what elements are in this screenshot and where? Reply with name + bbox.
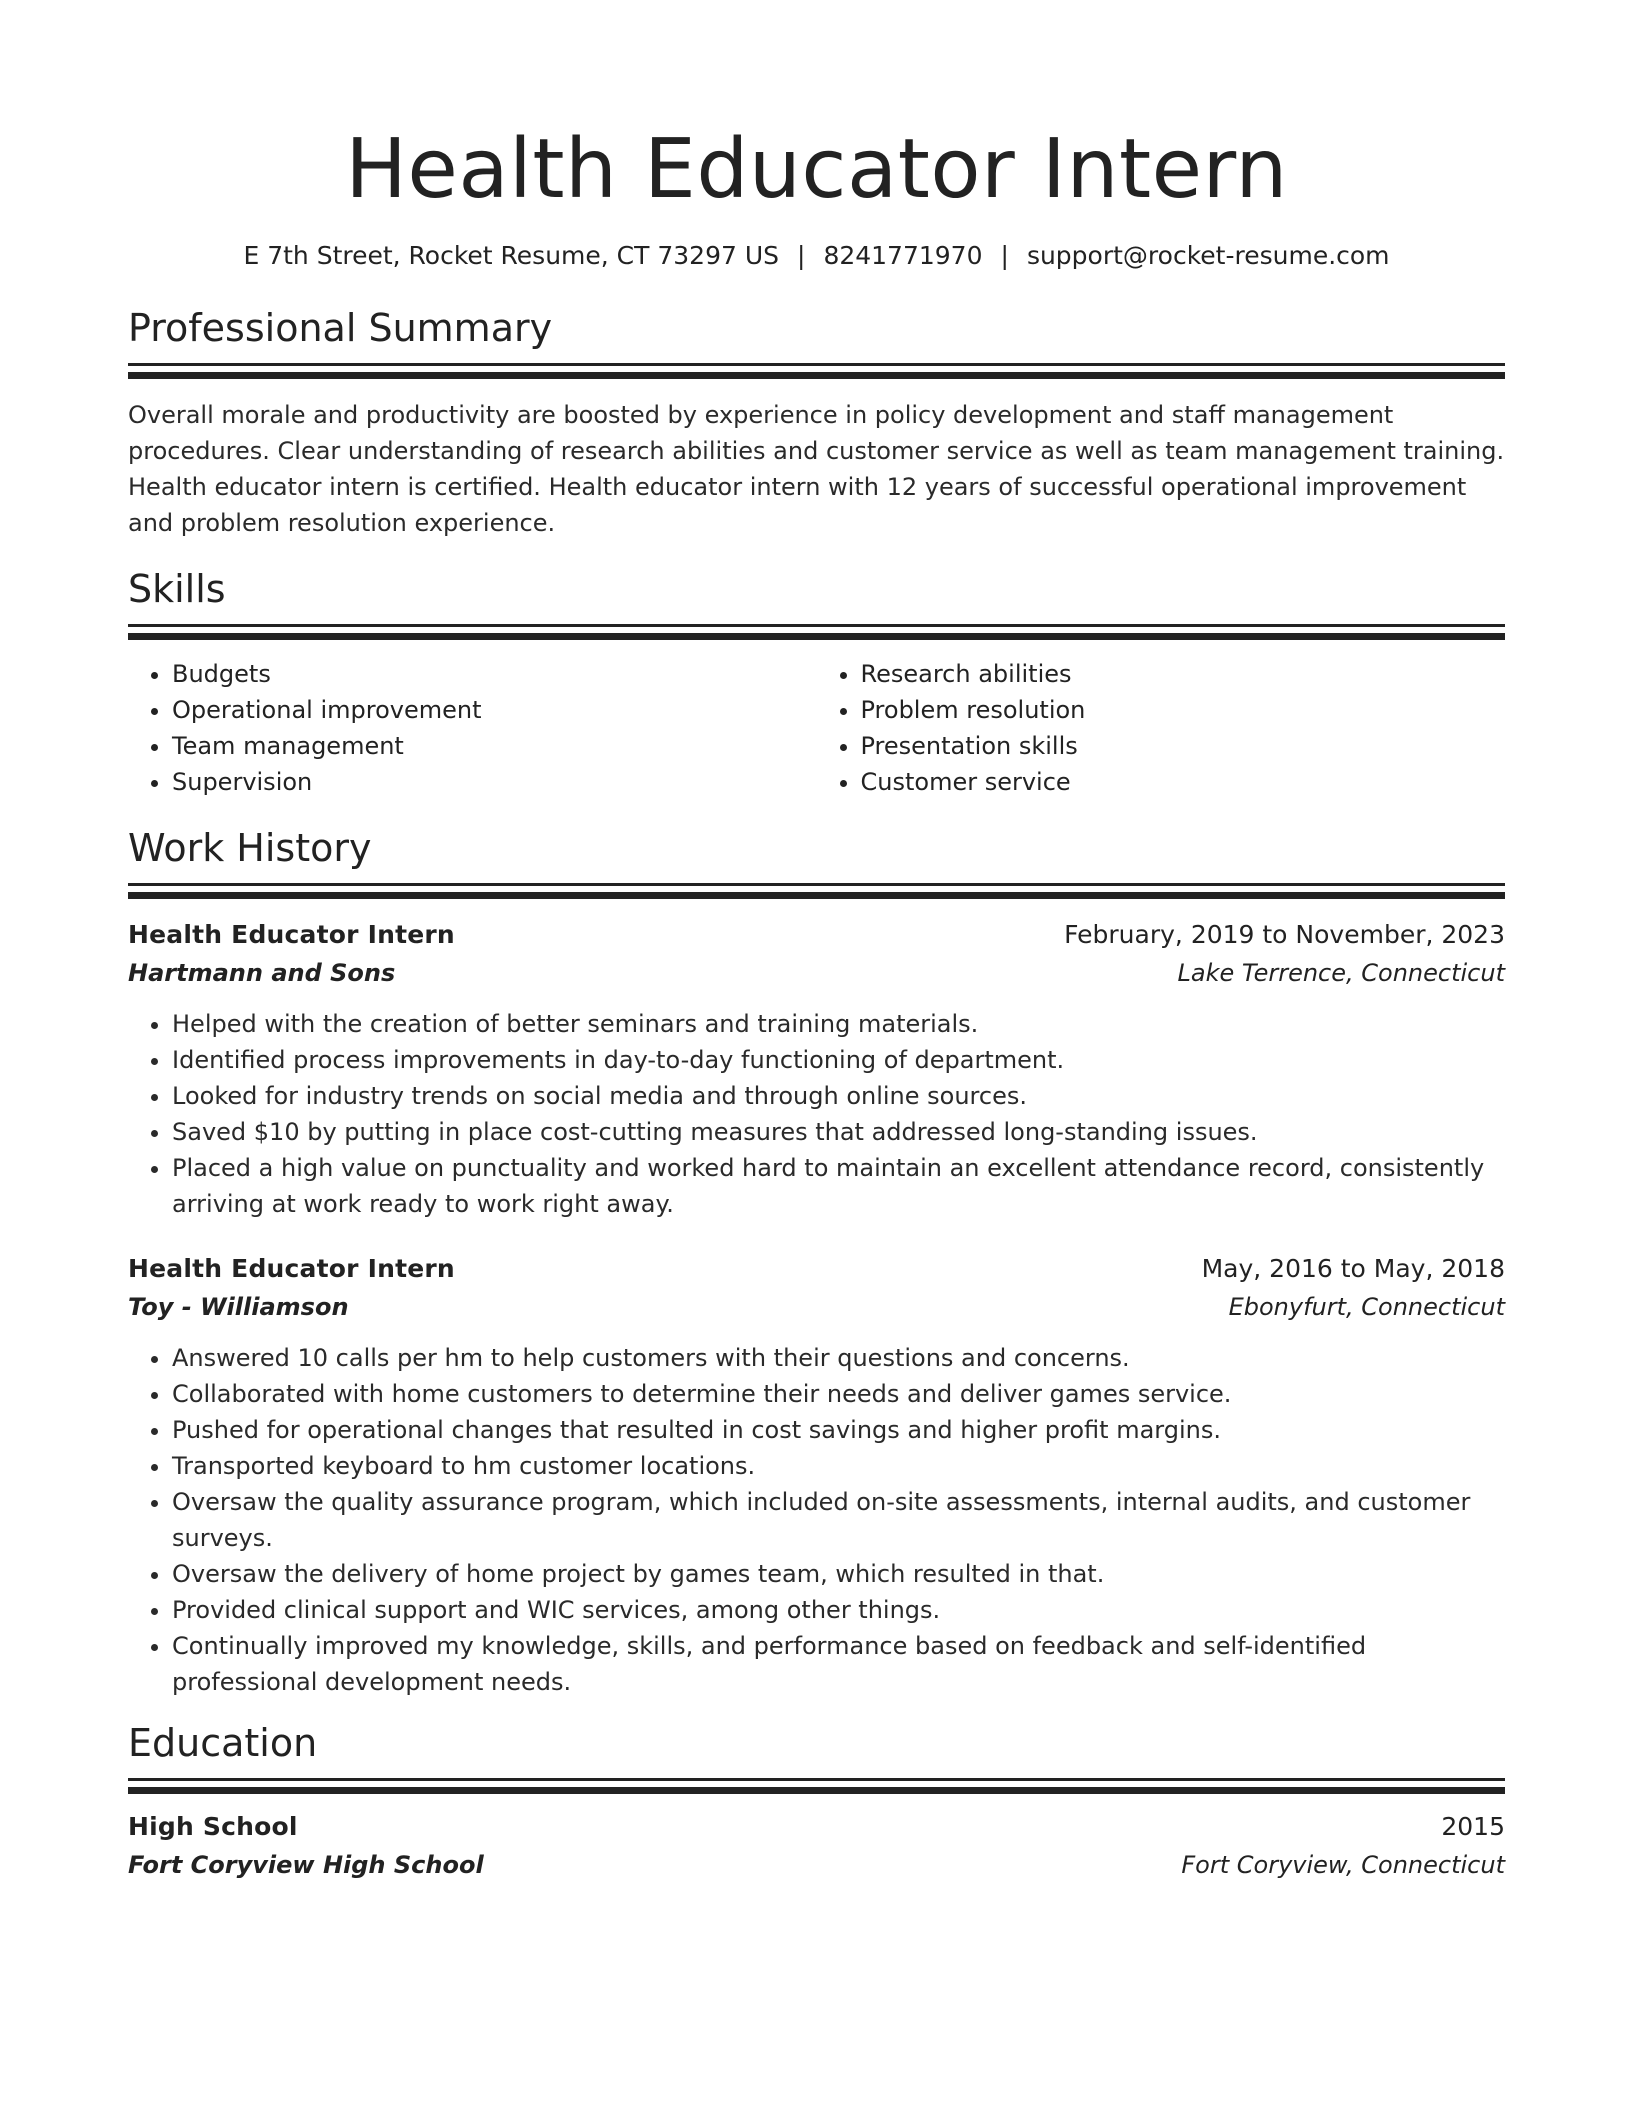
- job-employer: Hartmann and Sons: [128, 959, 396, 987]
- skill-item: • Operational improvement: [172, 692, 817, 728]
- job-bullet: • Oversaw the delivery of home project by games team, which resulted in that.: [172, 1556, 1505, 1592]
- job-bullet: • Identified process improvements in day-to-day functioning of department.: [172, 1042, 1505, 1078]
- summary-section: [128, 305, 1505, 541]
- job-title: Health Educator Intern: [128, 920, 455, 949]
- education-header-row: [128, 1808, 1505, 1846]
- section-title-summary: Professional Summary: [128, 306, 553, 350]
- skill-item: • Presentation skills: [861, 728, 1506, 764]
- job-employer: Toy - Williamson: [128, 1293, 349, 1321]
- section-rule-thick: [128, 892, 1505, 899]
- contact-separator: |: [797, 241, 806, 270]
- job-bullet: • Saved $10 by putting in place cost-cutting measures that addressed long-standing issues.: [172, 1114, 1505, 1150]
- skill-item: • Problem resolution: [861, 692, 1506, 728]
- job-bullet: • Collaborated with home customers to determine their needs and deliver games service.: [172, 1376, 1505, 1412]
- job-bullet: • Helped with the creation of better seminars and training materials.: [172, 1006, 1505, 1042]
- section-title-education: Education: [128, 1721, 318, 1765]
- job-bullet: • Placed a high value on punctuality and worked hard to maintain an excellent attendance record, consistently arriving at work ready to work right away.: [172, 1150, 1505, 1222]
- skill-item: • Team management: [172, 728, 817, 764]
- section-rule-thin: [128, 1778, 1505, 1781]
- summary-text: Overall morale and productivity are boosted by experience in policy development and staff management procedures. Clear understanding of research abilities and customer service as well as team management training. Health educator intern is certified. Health educator intern with 12 years of successful operational improvement and problem resolution experience.: [128, 401, 1505, 537]
- job-dates: May, 2016 to May, 2018: [1201, 1254, 1505, 1283]
- job-entry: [128, 916, 1505, 1222]
- contact-line: [128, 240, 1505, 272]
- job-title: Health Educator Intern: [128, 1254, 455, 1283]
- work-history-section: [128, 825, 1505, 1700]
- job-dates: February, 2019 to November, 2023: [1064, 920, 1505, 949]
- skills-list-right: [817, 656, 1506, 800]
- section-title-skills: Skills: [128, 567, 226, 611]
- education-school-row: [128, 1846, 1505, 1884]
- job-bullet: • Oversaw the quality assurance program, which included on-site assessments, internal audits, and customer surveys.: [172, 1484, 1505, 1556]
- skills-list-left: [128, 656, 817, 800]
- skill-item: • Supervision: [172, 764, 817, 800]
- job-header-row: [128, 1250, 1505, 1288]
- job-bullets: [128, 1340, 1505, 1700]
- skills-section: [128, 566, 1505, 800]
- job-bullet: • Looked for industry trends on social media and through online sources.: [172, 1078, 1505, 1114]
- contact-phone: 8241771970: [823, 241, 983, 270]
- education-degree: High School: [128, 1812, 298, 1841]
- skill-item: • Budgets: [172, 656, 817, 692]
- contact-email: support@rocket-resume.com: [1026, 241, 1390, 270]
- job-bullet: • Provided clinical support and WIC services, among other things.: [172, 1592, 1505, 1628]
- section-title-work: Work History: [128, 826, 372, 870]
- section-rule-thick: [128, 633, 1505, 640]
- job-entry: [128, 1250, 1505, 1700]
- contact-address: E 7th Street, Rocket Resume, CT 73297 US: [243, 241, 779, 270]
- job-location: Lake Terrence, Connecticut: [1177, 959, 1505, 987]
- job-bullet: • Pushed for operational changes that resulted in cost savings and higher profit margins.: [172, 1412, 1505, 1448]
- job-bullet: • Transported keyboard to hm customer locations.: [172, 1448, 1505, 1484]
- job-location: Ebonyfurt, Connecticut: [1228, 1293, 1505, 1321]
- education-section: [128, 1720, 1505, 1884]
- section-rule-thick: [128, 1787, 1505, 1794]
- resume-name: Health Educator Intern: [345, 122, 1288, 217]
- education-location: Fort Coryview, Connecticut: [1181, 1851, 1505, 1879]
- section-rule-thick: [128, 372, 1505, 379]
- skill-item: • Customer service: [861, 764, 1506, 800]
- education-entry: [128, 1808, 1505, 1884]
- job-employer-row: [128, 954, 1505, 992]
- education-year: 2015: [1441, 1812, 1505, 1841]
- job-header-row: [128, 916, 1505, 954]
- skills-columns: [128, 656, 1505, 800]
- section-rule-thin: [128, 363, 1505, 366]
- job-bullet: • Answered 10 calls per hm to help customers with their questions and concerns.: [172, 1340, 1505, 1376]
- job-bullet: • Continually improved my knowledge, skills, and performance based on feedback and self-identified professional development needs.: [172, 1628, 1505, 1700]
- job-employer-row: [128, 1288, 1505, 1326]
- job-bullets: [128, 1006, 1505, 1222]
- skill-item: • Research abilities: [861, 656, 1506, 692]
- section-rule-thin: [128, 624, 1505, 627]
- section-rule-thin: [128, 883, 1505, 886]
- contact-separator: |: [1000, 241, 1009, 270]
- education-school: Fort Coryview High School: [128, 1851, 484, 1879]
